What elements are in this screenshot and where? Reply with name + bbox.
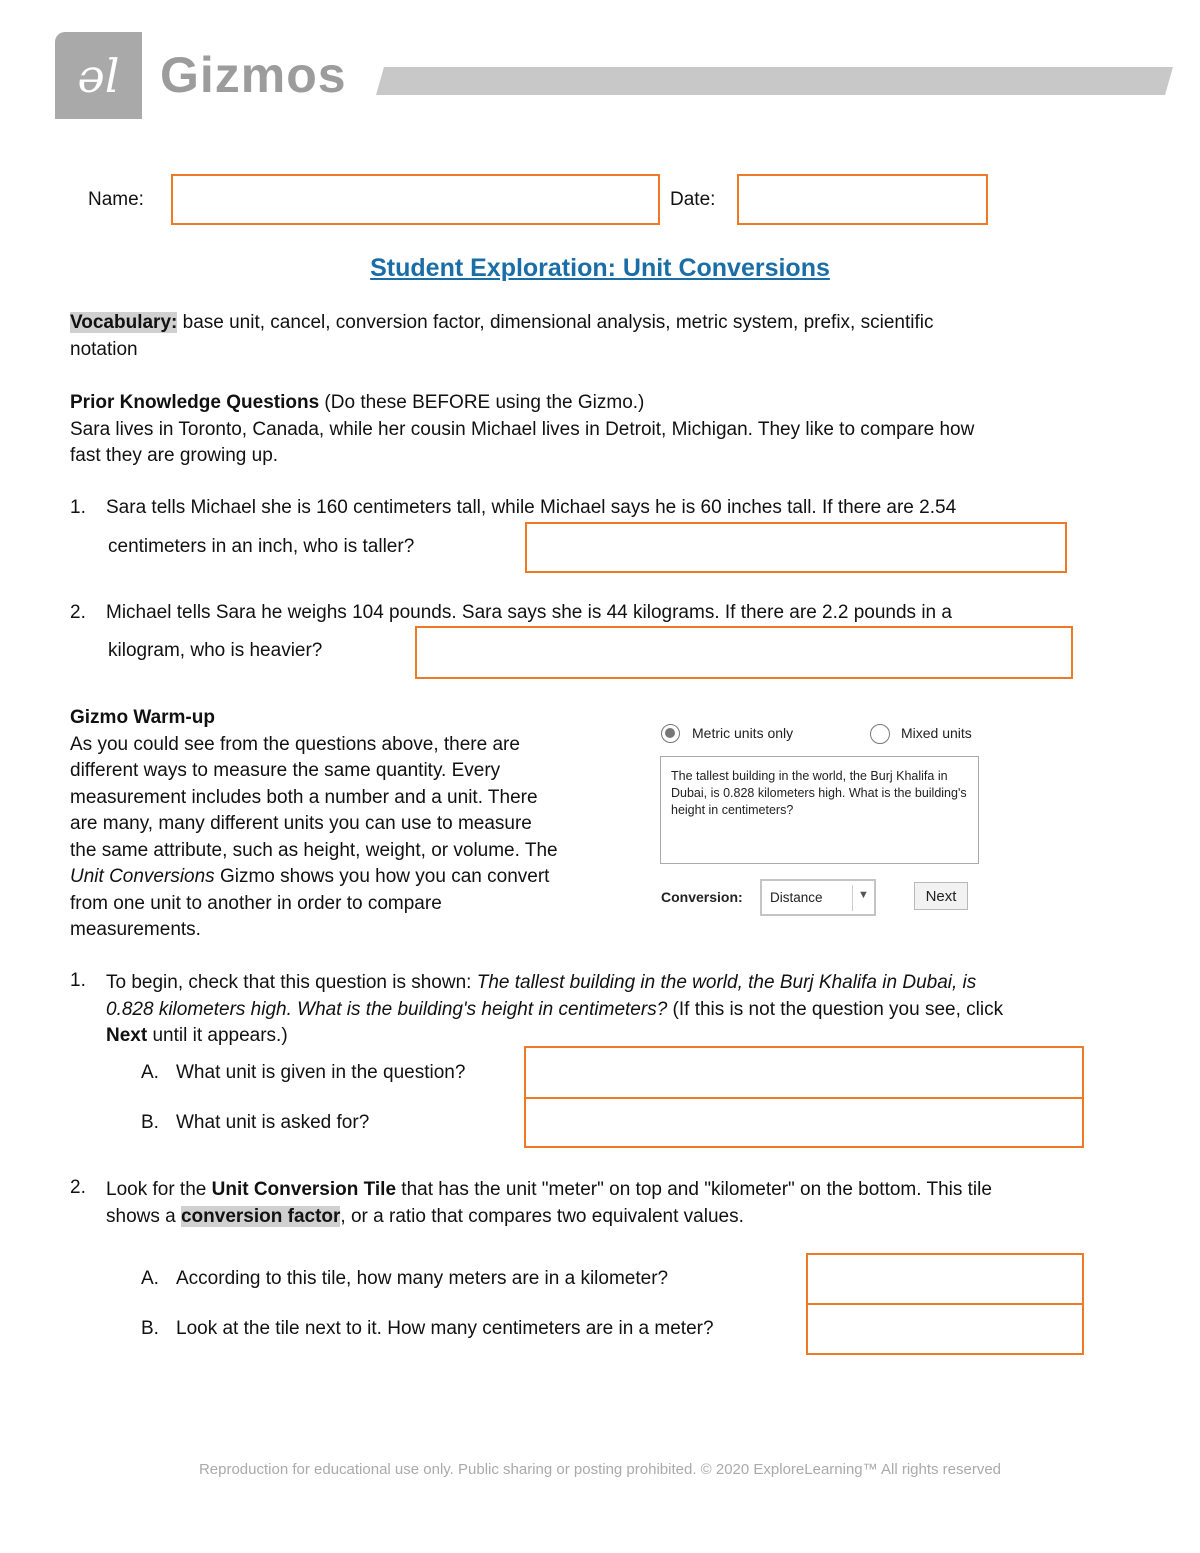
chevron-down-icon: ▼	[858, 889, 869, 901]
page-title: Student Exploration: Unit Conversions	[370, 254, 830, 282]
vocabulary-terms-cont: notation	[70, 338, 138, 360]
warmup-line: are many, many different units you can use to measure	[70, 813, 532, 834]
wq1-question-italic-cont: 0.828 kilometers high. What is the building's height in centimeters?	[106, 998, 668, 1020]
wq2-text	[106, 1177, 1146, 1230]
warmup-line: measurements.	[70, 919, 201, 940]
warmup-heading: Gizmo Warm-up	[70, 707, 215, 728]
wq2a-text: According to this tile, how many meters are in a kilometer?	[176, 1268, 669, 1289]
gizmo-name: Unit Conversions	[70, 866, 215, 887]
conversion-label: Conversion:	[661, 889, 743, 905]
wq1a-answer[interactable]	[524, 1046, 1084, 1099]
header-bar	[376, 67, 1173, 95]
wq2b-letter: B.	[141, 1318, 159, 1339]
prior-knowledge-section	[70, 390, 1150, 470]
wq1-instruction-cont: until it appears.)	[147, 1025, 288, 1046]
warmup-line: measurement includes both a number and a unit. There	[70, 786, 538, 808]
pk-q1-text: Sara tells Michael she is 160 centimeters tall, while Michael says he is 60 inches tall. If there are 2.54	[106, 497, 957, 518]
brand-name: Gizmos	[160, 47, 347, 103]
pk-q2-answer[interactable]	[415, 626, 1073, 679]
wq2b-text: Look at the tile next to it. How many centimeters are in a meter?	[176, 1318, 714, 1339]
wq1a-letter: A.	[141, 1062, 159, 1083]
wq1b-text: What unit is asked for?	[176, 1112, 370, 1133]
mixed-units-label: Mixed units	[901, 725, 972, 741]
wq1-question-italic: The tallest building in the world, the Burj Khalifa in Dubai, is	[476, 972, 977, 993]
vocabulary	[70, 310, 1140, 363]
gizmos-logo	[55, 32, 142, 119]
wq1-intro: To begin, check that this question is shown:	[106, 972, 477, 993]
pk-q1-number: 1.	[70, 497, 86, 518]
wq1-text	[106, 970, 1146, 1050]
footer-notice: Reproduction for educational use only. Public sharing or posting prohibited. © 2020 ExploreLearning™ All rights reserved	[198, 1461, 1002, 1478]
wq1-instruction: (If this is not the question you see, click	[667, 998, 1004, 1020]
pk-q2-text: Michael tells Sara he weighs 104 pounds. Sara says she is 44 kilograms. If there are 2.2 pounds in a	[106, 602, 952, 623]
warmup-line: different ways to measure the same quantity. Every	[70, 760, 501, 781]
wq2-number: 2.	[70, 1177, 86, 1198]
conversion-value: Distance	[770, 890, 823, 905]
conversion-select[interactable]	[760, 879, 876, 916]
vocabulary-terms: base unit, cancel, conversion factor, dimensional analysis, metric system, prefix, scientific	[177, 312, 934, 333]
wq2-text-cont: that has the unit "meter" on top and "kilometer" on the bottom. This tile	[396, 1179, 992, 1200]
warmup-line: As you could see from the questions above, there are	[70, 733, 520, 755]
warmup-line: from one unit to another in order to compare	[70, 892, 442, 914]
pk-q2-text-cont: kilogram, who is heavier?	[108, 640, 323, 661]
warmup-section	[70, 705, 640, 944]
wq1-next-word: Next	[106, 1025, 148, 1046]
wq2a-answer[interactable]	[806, 1253, 1084, 1305]
warmup-line: the same attribute, such as height, weight, or volume. The	[70, 839, 558, 861]
prior-knowledge-heading: Prior Knowledge Questions	[70, 392, 320, 413]
date-field[interactable]	[737, 174, 988, 225]
name-label: Name:	[88, 189, 144, 210]
vocabulary-label: Vocabulary:	[70, 312, 178, 333]
wq1b-letter: B.	[141, 1112, 159, 1133]
wq2-text-line2: shows a	[106, 1205, 181, 1227]
metric-units-label: Metric units only	[692, 725, 794, 741]
prior-knowledge-note: (Do these BEFORE using the Gizmo.)	[319, 392, 645, 413]
wq2-intro: Look for the	[106, 1179, 212, 1200]
date-label: Date:	[670, 189, 716, 210]
wq2b-answer[interactable]	[806, 1303, 1084, 1355]
metric-units-radio[interactable]	[661, 724, 680, 743]
wq1-number: 1.	[70, 970, 86, 991]
wq1b-answer[interactable]	[524, 1097, 1084, 1148]
gizmo-question-box	[660, 756, 979, 864]
prior-knowledge-intro: Sara lives in Toronto, Canada, while her cousin Michael lives in Detroit, Michigan. They like to compare how	[70, 418, 975, 440]
next-button[interactable]: Next	[914, 882, 968, 910]
wq2a-letter: A.	[141, 1268, 159, 1289]
prior-knowledge-intro-cont: fast they are growing up.	[70, 445, 279, 466]
select-divider	[852, 885, 853, 911]
gizmo-question-text: The tallest building in the world, the Burj Khalifa in Dubai, is 0.828 kilometers high. What is the building's height in centimeters?	[671, 769, 967, 817]
conversion-factor-term: conversion factor	[180, 1205, 341, 1227]
warmup-line: Gizmo shows you how you can convert	[214, 866, 550, 887]
mixed-units-radio[interactable]	[870, 724, 890, 744]
wq2-tile-term: Unit Conversion Tile	[211, 1179, 397, 1200]
pk-q1-answer[interactable]	[525, 522, 1067, 573]
pk-q1-text-cont: centimeters in an inch, who is taller?	[108, 536, 415, 557]
wq2-text-line2-cont: , or a ratio that compares two equivalent values.	[340, 1205, 744, 1227]
name-field[interactable]	[171, 174, 660, 225]
logo-mark: əl	[77, 48, 120, 103]
wq1a-text: What unit is given in the question?	[176, 1062, 466, 1083]
pk-q2-number: 2.	[70, 602, 86, 623]
